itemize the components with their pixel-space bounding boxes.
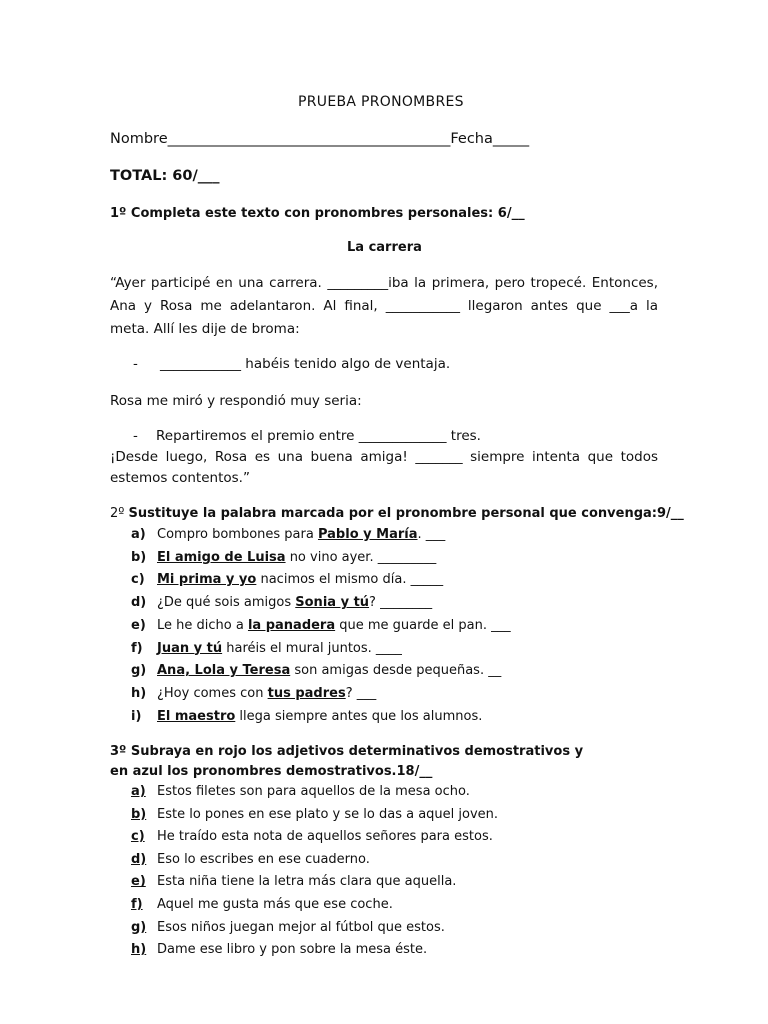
item-text: He traído esta nota de aquellos señores para estos. — [157, 829, 493, 845]
story-line-5: ¡Desde luego, Rosa es una buena amiga! _______ siempre intenta que todos — [110, 449, 658, 465]
exercise3-item — [131, 874, 456, 889]
exercise2-item — [131, 572, 443, 587]
item-label: a) — [131, 527, 146, 542]
marked-words: Sonia y tú — [295, 595, 370, 611]
item-text-after: no vino ayer. _________ — [285, 549, 437, 565]
item-label: d) — [131, 851, 147, 867]
marked-words: Juan y tú — [157, 640, 223, 656]
item-label: d) — [131, 595, 147, 611]
marked-words: Ana, Lola y Teresa — [157, 663, 291, 679]
item-label: f) — [131, 640, 143, 656]
total-score: TOTAL: 60/___ — [110, 168, 220, 184]
name-date-line: Nombre_______________________________________Fecha_____ — [110, 131, 530, 147]
exercise2-item — [131, 595, 432, 610]
item-text: Dame ese libro y pon sobre la mesa éste. — [157, 942, 428, 958]
section3-heading-line-2: en azul los pronombres demostrativos.18/__ — [110, 764, 433, 779]
item-text: Eso lo escribes en ese cuaderno. — [157, 851, 370, 867]
exercise3-item — [131, 852, 370, 867]
item-label: h) — [131, 942, 147, 958]
item-label: b) — [131, 806, 147, 822]
item-label: b) — [131, 549, 147, 565]
story-dialogue-2: Repartiremos el premio entre _____________ tres. — [156, 428, 481, 444]
item-label: e) — [131, 874, 146, 890]
item-text-after: son amigas desde pequeñas. __ — [290, 663, 502, 679]
item-text-before: ¿De qué sois amigos — [157, 595, 296, 611]
item-label: c) — [131, 572, 145, 588]
exercise3-item — [131, 920, 445, 935]
story-line-1: “Ayer participé en una carrera. _________iba la primera, pero tropecé. Entonces, — [110, 275, 658, 291]
item-text-after: . ___ — [417, 527, 446, 542]
exercise2-item — [131, 527, 445, 542]
item-label: i) — [131, 708, 142, 724]
section3-heading-line-1: 3º Subraya en rojo los adjetivos determinativos demostrativos y — [110, 744, 584, 759]
dash-bullet-1: - — [133, 356, 138, 372]
item-label: c) — [131, 829, 145, 845]
item-text-before: ¿Hoy comes con — [157, 685, 268, 701]
exercise2-item — [131, 709, 482, 724]
item-text-after: llega siempre antes que los alumnos. — [235, 708, 483, 724]
item-text: Estos filetes son para aquellos de la mesa ocho. — [157, 784, 470, 799]
item-text-before: Le he dicho a — [157, 617, 248, 633]
marked-words: tus padres — [267, 685, 346, 701]
story-line-2: Ana y Rosa me adelantaron. Al final, ___________ llegaron antes que ___a la — [110, 298, 658, 314]
item-label: e) — [131, 617, 146, 633]
story-dialogue-1: ____________ habéis tenido algo de ventaja. — [160, 356, 451, 372]
story-title: La carrera — [347, 240, 422, 255]
exercise2-item — [131, 686, 376, 701]
exercise2-item — [131, 550, 436, 565]
item-label: g) — [131, 663, 147, 679]
item-text: Este lo pones en ese plato y se lo das a aquel joven. — [157, 806, 499, 822]
marked-words: la panadera — [247, 617, 336, 633]
item-text-after: nacimos el mismo día. _____ — [256, 572, 444, 588]
exercise2-item — [131, 641, 402, 656]
exercise3-item — [131, 784, 470, 799]
exercise3-item — [131, 829, 493, 844]
dash-bullet-2: - — [133, 428, 138, 444]
exercise2-item — [131, 663, 501, 678]
item-text: Esos niños juegan mejor al fútbol que estos. — [157, 919, 445, 935]
section2-heading-text: Sustituye la palabra marcada por el pronombre personal que convenga:9/__ — [128, 506, 684, 521]
story-line-3: meta. Allí les dije de broma: — [110, 321, 300, 337]
exercise3-item — [131, 807, 498, 822]
marked-words: Pablo y María — [317, 527, 418, 542]
page-title: PRUEBA PRONOMBRES — [298, 94, 464, 110]
marked-words: El maestro — [157, 708, 236, 724]
item-text-after: ? ___ — [345, 685, 377, 701]
story-line-6: estemos contentos.” — [110, 470, 250, 486]
marked-words: Mi prima y yo — [157, 572, 257, 588]
exercise3-item — [131, 942, 427, 957]
exercise2-item — [131, 618, 511, 633]
item-text-after: haréis el mural juntos. ____ — [222, 640, 402, 656]
story-line-4: Rosa me miró y respondió muy seria: — [110, 393, 362, 409]
marked-words: El amigo de Luisa — [157, 549, 286, 565]
exercise3-item — [131, 897, 393, 912]
item-text-after: que me guarde el pan. ___ — [335, 617, 511, 633]
item-label: g) — [131, 919, 147, 935]
item-text: Aquel me gusta más que ese coche. — [157, 897, 393, 912]
item-text: Esta niña tiene la letra más clara que aquella. — [157, 874, 457, 890]
item-label: a) — [131, 784, 146, 799]
section2-number: 2º — [110, 506, 125, 521]
item-text-after: ? ________ — [369, 595, 433, 611]
section2-heading — [110, 506, 684, 521]
item-text-before: Compro bombones para — [157, 527, 318, 542]
item-label: f) — [131, 897, 143, 912]
item-label: h) — [131, 685, 147, 701]
section1-heading: 1º Completa este texto con pronombres personales: 6/__ — [110, 206, 525, 221]
